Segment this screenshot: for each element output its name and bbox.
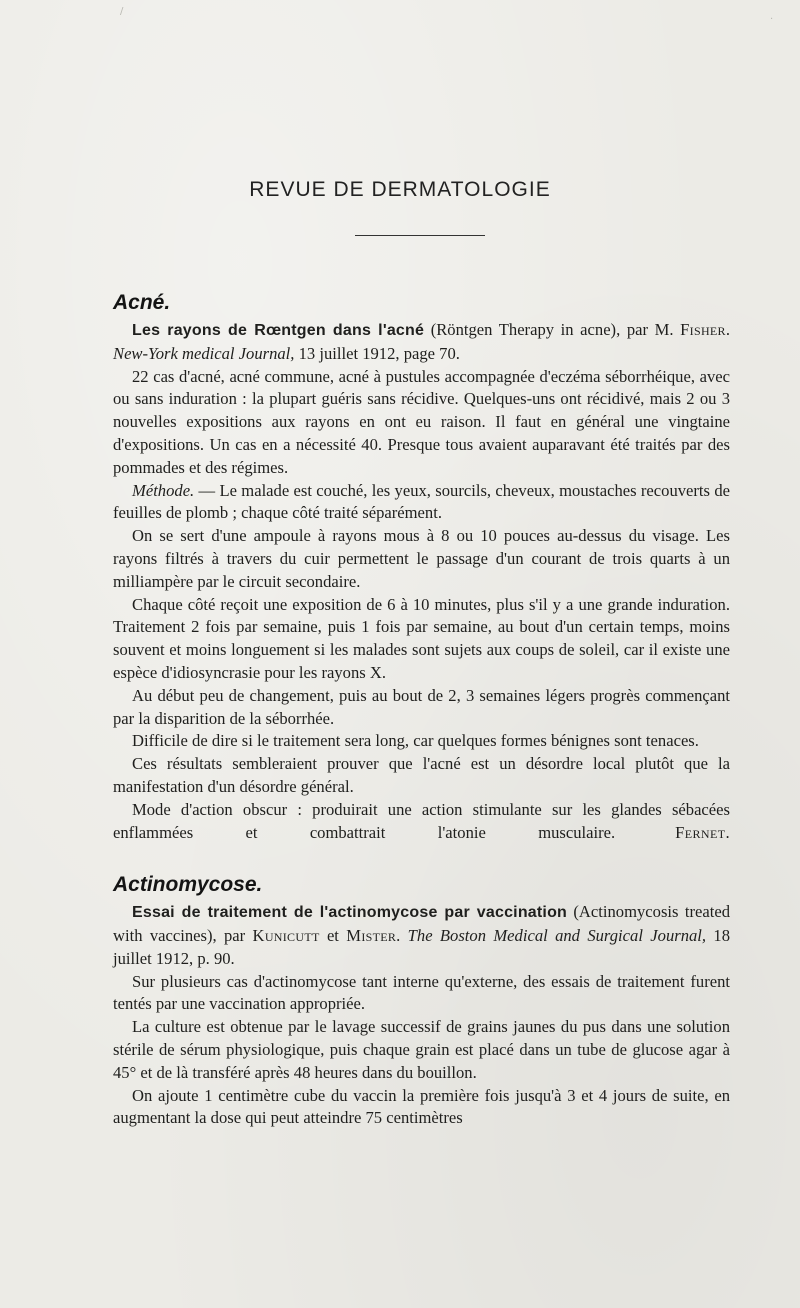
paragraph: 22 cas d'acné, acné commune, acné à pustules accompagnée d'eczéma séborrhéique, avec ou sans induration : la plupart guéris sans récidive. Quelques-uns ont récidivé, mais 2 ou 3 nouvelles expositions aux rayons en ont eu raison. Il faut en général une vingtaine d'expositions. Un cas en a nécessité 40. Presque tous avaient auparavant été traités par des pommades et des régimes. bbox=[113, 366, 730, 477]
article-author: Kunicutt bbox=[252, 925, 320, 945]
article-title: Les rayons de Rœntgen dans l'acné bbox=[132, 322, 425, 339]
paragraph: Chaque côté reçoit une exposition de 6 à 10 minutes, plus s'il y a une grande induration. Traitement 2 fois par semaine, puis 1 fois par semaine, au bout d'un certain temps, moins souvent et moins longuement si les malades sont sujets aux coups de soleil, car il existe une espèce d'idiosyncrasie pour les rayons X. bbox=[113, 594, 730, 682]
paper-speck: / bbox=[120, 6, 124, 17]
citation-date: 18 juillet 1912, p. 90. bbox=[113, 925, 731, 968]
closing-paragraph bbox=[113, 799, 730, 867]
article-citation bbox=[113, 319, 730, 366]
paragraph: Au début peu de changement, puis au bout de 2, 3 semaines légers progrès commençant par la disparition de la séborrhée. bbox=[113, 685, 730, 728]
method-text: — Le malade est couché, les yeux, sourcils, cheveux, moustaches recouverts de feuilles de plomb ; chaque côté traité séparément. bbox=[113, 480, 730, 523]
article-translation: (Röntgen Therapy in acne), par M. bbox=[424, 320, 681, 339]
author-conjunction: et bbox=[319, 925, 347, 945]
paragraph: Ces résultats sembleraient prouver que l'acné est un désordre local plutôt que la manifestation d'un désordre général. bbox=[113, 754, 730, 796]
signature: Fernet. bbox=[675, 822, 730, 842]
section-heading-actinomycose: Actinomycose. bbox=[113, 873, 263, 897]
paragraph: On ajoute 1 centimètre cube du vaccin la première fois jusqu'à 3 et 4 jours de suite, en augmentant la dose qui peut atteindre 75 centimètres bbox=[113, 1085, 730, 1128]
title-rule bbox=[355, 235, 485, 236]
paragraph: Difficile de dire si le traitement sera long, car quelques formes bénignes sont tenaces. bbox=[132, 731, 699, 751]
citation-separator: . bbox=[396, 925, 408, 945]
paper-speck: · bbox=[770, 14, 774, 25]
paragraph: La culture est obtenue par le lavage successif de grains jaunes du pus dans une solution stérile de sérum physiologique, puis chaque grain est placé dans un tube de glucose agar à 45° et de là transféré après 48 heures dans du bouillon. bbox=[113, 1017, 730, 1082]
citation-date: 13 juillet 1912, page 70. bbox=[294, 343, 460, 363]
method-label: Méthode. bbox=[132, 480, 195, 500]
paragraph: On se sert d'une ampoule à rayons mous à 8 ou 10 pouces au-dessus du visage. Les rayons filtrés à travers du cuir permettent le passage d'un courant de trois quarts à un milliampère par le circuit secondaire. bbox=[113, 526, 730, 591]
article-author: Fisher bbox=[680, 320, 726, 339]
article-translation: (Actinomycosis treated with vaccines), par bbox=[113, 902, 730, 945]
running-title: REVUE DE DERMATOLOGIE bbox=[249, 178, 551, 201]
article-author: Mister bbox=[346, 925, 397, 945]
method-paragraph bbox=[113, 480, 730, 526]
section-heading-acne: Acné. bbox=[113, 291, 171, 314]
article-title: Essai de traitement de l'actinomycose par vaccination bbox=[132, 904, 568, 922]
citation-separator: . bbox=[725, 320, 730, 339]
paragraph: Sur plusieurs cas d'actinomycose tant interne qu'externe, des essais de traitement furent tentés par une vaccination appropriée. bbox=[113, 971, 730, 1014]
article-citation bbox=[113, 901, 730, 970]
closing-text: Mode d'action obscur : produirait une action stimulante sur les glandes sébacées enflammées et combattrait l'atonie musculaire. bbox=[113, 799, 730, 842]
journal-name: The Boston Medical and Surgical Journal, bbox=[407, 925, 707, 945]
journal-name: New-York medical Journal, bbox=[113, 343, 295, 363]
article-body bbox=[113, 288, 730, 1130]
